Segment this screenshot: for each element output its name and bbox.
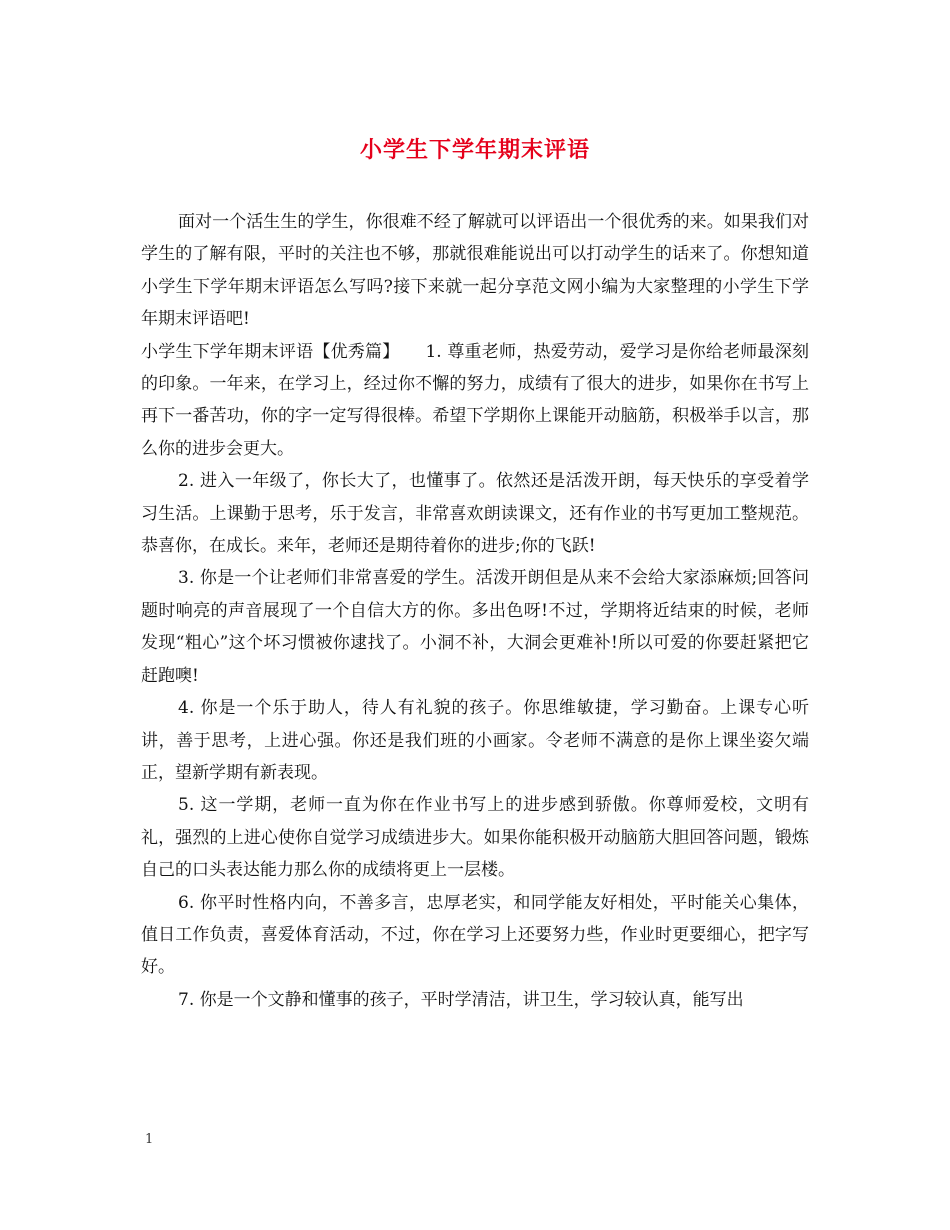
comment-paragraph-1: 小学生下学年期末评语【优秀篇】 1. 尊重老师，热爱劳动，爱学习是你给老师最深刻的印象。一年来，在学习上，经过你不懈的努力，成绩有了很大的进步，如果你在书写上再下一番苦功，你的字一定写得很棒。希望下学期你上课能开动脑筋，积极举手以言，那么你的进步会更大。	[141, 341, 809, 459]
comment-paragraph-2: 2. 进入一年级了，你长大了，也懂事了。依然还是活泼开朗，每天快乐的享受着学习生活。上课勤于思考，乐于发言，非常喜欢朗读课文，还有作业的书写更加工整规范。恭喜你，在成长。来年，老师还是期待着你的进步;你的飞跃!	[141, 471, 809, 557]
comment-paragraph-3: 3. 你是一个让老师们非常喜爱的学生。活泼开朗但是从来不会给大家添麻烦;回答问题时响亮的声音展现了一个自信大方的你。多出色呀!不过，学期将近结束的时候，老师发现“粗心”这个坏习惯被你逮找了。小洞不补，大洞会更难补!所以可爱的你要赶紧把它赶跑噢!	[141, 568, 809, 686]
comment-paragraph-7: 7. 你是一个文静和懂事的孩子，平时学清洁，讲卫生，学习较认真，能写出	[178, 989, 744, 1010]
document-body	[141, 206, 809, 1016]
comment-paragraph-4: 4. 你是一个乐于助人，待人有礼貌的孩子。你思维敏捷，学习勤奋。上课专心听讲，善于思考，上进心强。你还是我们班的小画家。令老师不满意的是你上课坐姿欠端正，望新学期有新表现。	[141, 698, 809, 783]
comment-paragraph-5: 5. 这一学期，老师一直为你在作业书写上的进步感到骄傲。你尊师爱校，文明有礼，强烈的上进心使你自觉学习成绩进步大。如果你能积极开动脑筋大胆回答问题，锻炼自己的口头表达能力那么你的成绩将更上一层楼。	[141, 795, 809, 881]
intro-paragraph: 面对一个活生生的学生，你很难不经了解就可以评语出一个很优秀的来。如果我们对学生的了解有限，平时的关注也不够，那就很难能说出可以打动学生的话来了。你想知道小学生下学年期末评语怎么写吗?接下来就一起分享范文网小编为大家整理的小学生下学年期末评语吧!	[141, 212, 809, 330]
document-title: 小学生下学年期末评语	[359, 137, 590, 163]
comment-paragraph-6: 6. 你平时性格内向，不善多言，忠厚老实，和同学能友好相处，平时能关心集体，值日工作负责，喜爱体育活动，不过，你在学习上还要努力些，作业时更要细心，把字写好。	[141, 892, 809, 978]
page-number: 1	[145, 1132, 154, 1147]
